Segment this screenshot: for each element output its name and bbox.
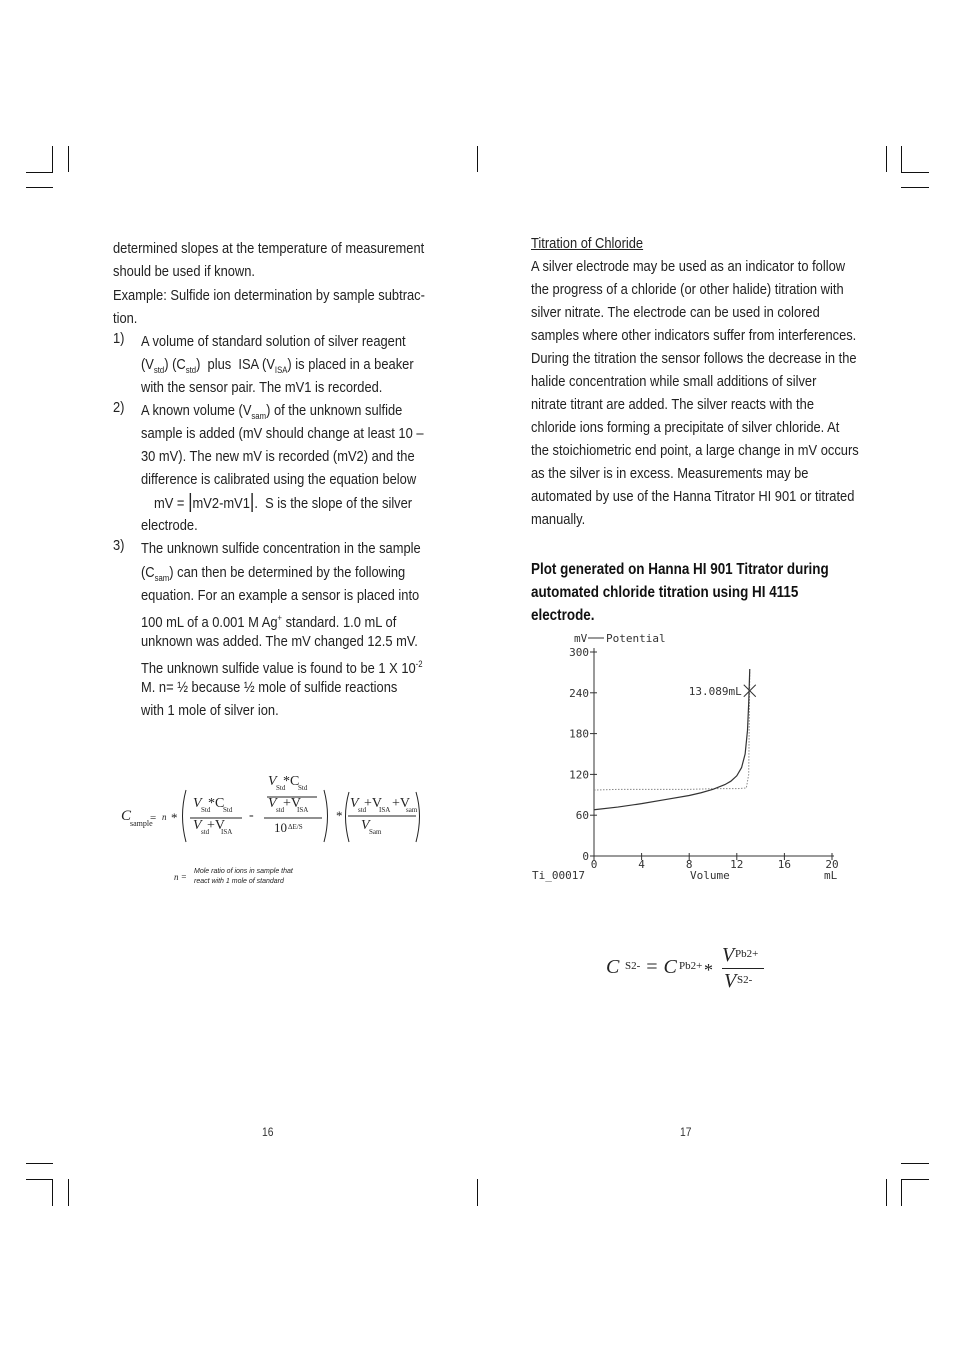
paragraph-line: silver nitrate. The electrode can be used in colored: [531, 304, 820, 321]
section-title: Titration of Chloride: [531, 235, 644, 252]
y-tick-label: 120: [569, 768, 589, 782]
step-line: unknown was added. The mV changed 12.5 mV.: [141, 633, 418, 650]
formula-c: *C: [283, 774, 300, 789]
page-number: 17: [680, 1125, 692, 1139]
step-line: mV = |mV2-mV1|. S is the slope of the silver: [154, 491, 413, 513]
step-number: 2): [113, 399, 125, 416]
formula-sub: std: [358, 806, 367, 814]
crop-mark: [26, 187, 53, 188]
paragraph-line: nitrate titrant are added. The silver reacts with the: [531, 396, 814, 413]
formula-plus: +V: [283, 796, 302, 811]
formula-sub: ISA: [221, 828, 233, 836]
formula-c: *C: [208, 796, 225, 811]
x-unit-label: mL: [824, 869, 838, 882]
x-tick-label: 20: [825, 858, 839, 871]
intro-line: determined slopes at the temperature of measurement: [113, 240, 425, 257]
paragraph-line: samples where other indicators suffer from interferences.: [531, 327, 857, 344]
y-axis-label: mV: [574, 632, 588, 645]
example-line: Example: Sulfide ion determination by sample subtrac-: [113, 287, 425, 304]
crop-mark: [68, 146, 69, 172]
formula-sub: Sam: [369, 828, 382, 836]
crop-mark: [901, 146, 902, 172]
legend-label: Potential: [606, 632, 666, 645]
crop-mark: [886, 146, 887, 172]
formula2-c: C: [606, 956, 620, 978]
paragraph-line: the stoichiometric end point, a large change in mV occurs: [531, 442, 859, 459]
formula-plus: +V: [207, 818, 226, 833]
paragraph-line: the progress of a chloride (or other halide) titration with: [531, 281, 844, 298]
plot-heading-line: Plot generated on Hanna HI 901 Titrator during: [531, 561, 829, 578]
formula-sub: sam: [406, 806, 418, 814]
crop-mark: [68, 1179, 69, 1206]
formula2-v: V: [722, 944, 735, 966]
crop-mark: [52, 1179, 53, 1206]
formula-sub: Std: [276, 784, 286, 792]
crop-mark: [901, 1179, 929, 1180]
formula-v: V: [193, 818, 202, 833]
step-number: 1): [113, 330, 125, 347]
crop-mark: [52, 146, 53, 172]
formula2-sup: Pb2+: [735, 948, 759, 960]
x-tick-label: 16: [777, 858, 792, 871]
paragraph-line: During the titration the sensor follows the decrease in the: [531, 350, 857, 367]
formula-star: *: [171, 810, 178, 825]
step-line: 100 mL of a 0.001 M Ag+ standard. 1.0 mL of: [141, 613, 397, 631]
plot-heading-line: automated chloride titration using HI 4115: [531, 584, 799, 601]
paragraph-line: manually.: [531, 511, 586, 528]
crop-mark: [901, 172, 929, 173]
formula-c: C: [121, 808, 132, 824]
formula-v: V: [193, 796, 202, 811]
x-tick-label: 8: [685, 858, 693, 871]
step-line: A known volume $(V_{sam})$ of the unknown sulfide: [141, 402, 403, 421]
x-tick-label: 12: [730, 858, 744, 871]
crop-mark: [901, 1163, 929, 1164]
y-tick-label: 0: [582, 850, 589, 863]
y-tick-label: 180: [569, 727, 589, 741]
step-line: with 1 mole of silver ion.: [141, 702, 279, 719]
formula-sub: Std: [223, 806, 233, 814]
formula-v: V: [268, 796, 277, 811]
crop-mark: [901, 187, 929, 188]
paragraph-line: as the silver is in excess. Measurements may be: [531, 465, 809, 482]
endpoint-label: 13.089mL: [688, 684, 742, 698]
formula-star: *: [336, 808, 343, 823]
step-line: M. n= ½ because ½ mole of sulfide reactions: [141, 679, 398, 696]
titration-chart: [528, 628, 848, 886]
y-tick-label: 300: [569, 646, 589, 659]
n-note-line: react with 1 mole of standard: [194, 878, 284, 885]
step-number: 3): [113, 537, 125, 554]
page-number: 16: [262, 1125, 274, 1139]
crop-mark: [26, 1179, 53, 1180]
paragraph-line: chloride ions forming a precipitate of silver chloride. At: [531, 419, 840, 436]
formula-sub: Std: [201, 806, 211, 814]
step-line: The unknown sulfide value is found to be 1 X $10^{-2}$: [141, 659, 423, 677]
crop-mark: [901, 1179, 902, 1206]
formula-n: n: [162, 812, 167, 822]
formula-sub: sample: [130, 819, 153, 828]
formula2-star: *: [704, 960, 713, 980]
formula-v: V: [350, 796, 359, 811]
formula-sub: std: [201, 828, 210, 836]
formula-exp: ΔE/S: [288, 823, 303, 831]
crop-mark: [26, 172, 53, 173]
crop-mark: [26, 1163, 53, 1164]
step-line: A volume of standard solution of silver reagent: [141, 333, 406, 350]
formula-sub: ISA: [297, 806, 309, 814]
x-axis-label: Volume: [690, 869, 730, 882]
step-line: with the sensor pair. The mV1 is recorded.: [141, 379, 383, 396]
step-line: $(C_{sam})$ can then be determined by the following: [141, 564, 406, 583]
step-line: electrode.: [141, 517, 198, 534]
formula2-v: V: [724, 970, 737, 992]
formula-sub: Std: [298, 784, 308, 792]
formula-plus: +V: [364, 796, 383, 811]
step-line: sample is added (mV should change at least 10 –: [141, 425, 424, 442]
formula2-sup: Pb2+: [679, 960, 703, 972]
formula-ten: 10: [274, 820, 287, 835]
formula2-fraction-line: [722, 968, 764, 969]
formula2-sup: S2-: [737, 974, 753, 986]
crop-mark: [886, 1179, 887, 1206]
paragraph-line: halide concentration while small additions of silver: [531, 373, 817, 390]
formula-plus: +V: [392, 796, 411, 811]
example-line: tion.: [113, 310, 138, 327]
formula-v: V: [268, 774, 277, 789]
crop-mark: [477, 1179, 478, 1206]
plot-heading-line: electrode.: [531, 607, 595, 624]
formula-v: V: [361, 818, 370, 833]
step-line: 30 mV). The new mV is recorded (mV2) and the: [141, 448, 415, 465]
paragraph-line: automated by use of the Hanna Titrator HI 901 or titrated: [531, 488, 855, 505]
y-tick-label: 240: [569, 686, 589, 700]
crop-mark: [477, 146, 478, 172]
step-line: difference is calibrated using the equation below: [141, 471, 417, 488]
n-label: n =: [174, 872, 187, 882]
formula2-sup: S2-: [625, 960, 641, 972]
x-tick-label: 0: [590, 858, 598, 871]
step-line: equation. For an example a sensor is placed into: [141, 587, 420, 604]
chart-id: Ti_00017: [532, 869, 585, 882]
formula-minus: -: [249, 808, 254, 823]
step-line: The unknown sulfide concentration in the sample: [141, 540, 421, 557]
paragraph-line: A silver electrode may be used as an indicator to follow: [531, 258, 846, 275]
n-note-line: Mole ratio of ions in sample that: [194, 868, 293, 875]
intro-line: should be used if known.: [113, 263, 256, 280]
formula-sub: std: [276, 806, 285, 814]
formula2-eq: = C: [645, 956, 677, 978]
x-tick-label: 4: [638, 858, 645, 871]
formula-sub: ISA: [379, 806, 391, 814]
step-line: $(V_{std})$ $(C_{std})$ plus ISA $(V_{ISA})$ is placed in a beaker: [141, 356, 414, 375]
y-tick-label: 60: [575, 809, 589, 823]
formula-eq: =: [150, 812, 157, 824]
